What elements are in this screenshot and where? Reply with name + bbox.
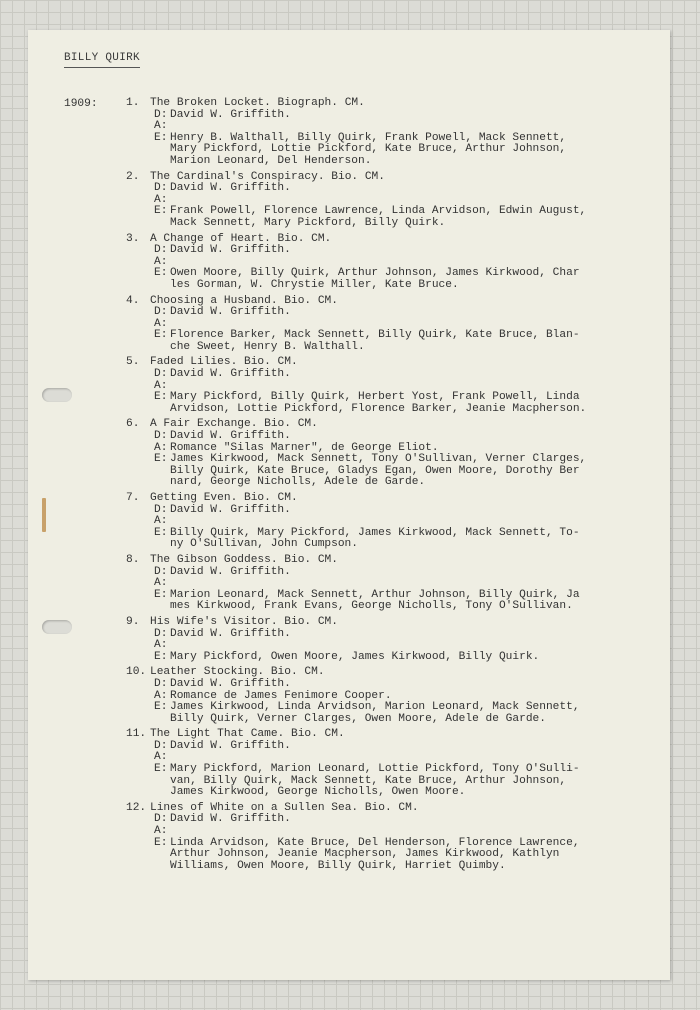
film-number: 7. [126, 492, 140, 504]
cast-line [154, 528, 664, 551]
cast-value: Mary Pickford, Owen Moore, James Kirkwood, Billy Quirk. [170, 650, 540, 663]
director-line [154, 567, 664, 579]
director-line [154, 679, 664, 691]
cast-value: Linda Arvidson, Kate Bruce, Del Henderson, Florence Lawrence, Arthur Johnson, Jeanie Macpherson, James Kirkwood, Kathlyn Williams, Owen Moore, Billy Quirk, Harriet Quimby. [170, 836, 580, 872]
film-title: His Wife's Visitor. Bio. CM. [150, 615, 338, 628]
source-label: A: [154, 255, 168, 268]
director-value: David W. Griffith. [170, 627, 291, 640]
director-line [154, 431, 664, 443]
cast-value: Billy Quirk, Mary Pickford, James Kirkwood, Mack Sennett, To- ny O'Sullivan, John Cumpson. [170, 526, 580, 551]
cast-label: E: [154, 205, 168, 218]
cast-line [154, 268, 664, 291]
director-line [154, 110, 664, 122]
director-label: D: [154, 565, 168, 578]
cast-line [154, 206, 664, 229]
source-line [154, 826, 664, 838]
film-title: Faded Lilies. Bio. CM. [150, 356, 298, 369]
film-title: A Change of Heart. Bio. CM. [150, 232, 332, 245]
director-label: D: [154, 430, 168, 443]
film-entry [64, 667, 664, 725]
film-title-line [126, 98, 664, 110]
source-label: A: [154, 515, 168, 528]
film-number: 3. [126, 232, 140, 245]
director-label: D: [154, 739, 168, 752]
film-title: The Light That Came. Bio. CM. [150, 728, 345, 741]
source-label: A: [154, 120, 168, 133]
cast-label: E: [154, 267, 168, 280]
cast-value: Mary Pickford, Marion Leonard, Lottie Pickford, Tony O'Sulli- van, Billy Quirk, Mack Sennett, Kate Bruce, Arthur Johnson, James Kirkwood, George Nicholls, Owen Moore. [170, 763, 580, 799]
source-line [154, 640, 664, 652]
director-label: D: [154, 813, 168, 826]
director-line [154, 505, 664, 517]
film-number: 12. [126, 801, 147, 814]
source-label: A: [154, 825, 168, 838]
film-title: Getting Even. Bio. CM. [150, 492, 298, 504]
source-label: A: [154, 577, 168, 590]
cast-value: Owen Moore, Billy Quirk, Arthur Johnson, James Kirkwood, Char les Gorman, W. Chrystie Miller, Kate Bruce. [170, 267, 580, 291]
cast-label: E: [154, 391, 168, 404]
source-line [154, 578, 664, 590]
cast-value: Marion Leonard, Mack Sennett, Arthur Johnson, Billy Quirk, Ja mes Kirkwood, Frank Evans, George Nicholls, Tony O'Sullivan. [170, 588, 580, 613]
cast-label: E: [154, 453, 168, 466]
director-label: D: [154, 108, 168, 121]
director-value: David W. Griffith. [170, 368, 291, 381]
cast-value: Florence Barker, Mack Sennett, Billy Quirk, Kate Bruce, Blan- che Sweet, Henry B. Walthall. [170, 329, 580, 353]
source-label: A: [154, 379, 168, 392]
film-title-line [126, 555, 664, 567]
cast-label: E: [154, 588, 168, 601]
source-value [170, 578, 664, 590]
page-heading: BILLY QUIRK [64, 52, 140, 68]
director-value: David W. Griffith. [170, 108, 291, 121]
film-entry [64, 617, 664, 663]
cast-line [154, 133, 664, 168]
director-label: D: [154, 503, 168, 516]
director-line [154, 814, 664, 826]
cast-label: E: [154, 329, 168, 342]
film-number: 1. [126, 97, 140, 109]
film-title: Lines of White on a Sullen Sea. Bio. CM. [150, 801, 419, 814]
film-entry [64, 172, 664, 230]
film-entry [64, 234, 664, 292]
film-entry [64, 493, 664, 551]
director-line [154, 245, 664, 257]
film-entry [64, 729, 664, 799]
source-value: Romance de James Fenimore Cooper. [170, 689, 392, 702]
cast-line [154, 590, 664, 613]
film-number: 6. [126, 418, 140, 431]
film-number: 5. [126, 356, 140, 369]
film-entry [64, 555, 664, 613]
cast-label: E: [154, 836, 168, 849]
year-label: 1909: [64, 98, 98, 110]
director-label: D: [154, 182, 168, 195]
source-label: A: [154, 441, 168, 454]
film-number: 10. [126, 666, 147, 679]
cast-label: E: [154, 131, 168, 144]
director-value: David W. Griffith. [170, 739, 291, 752]
source-label: A: [154, 193, 168, 206]
source-label: A: [154, 689, 168, 702]
director-line [154, 183, 664, 195]
director-value: David W. Griffith. [170, 430, 291, 443]
film-number: 8. [126, 553, 140, 566]
director-value: David W. Griffith. [170, 306, 291, 319]
film-title: Choosing a Husband. Bio. CM. [150, 294, 338, 307]
director-line [154, 629, 664, 641]
film-number: 9. [126, 615, 140, 628]
director-value: David W. Griffith. [170, 565, 291, 578]
cast-line [154, 838, 664, 873]
cast-line [154, 330, 664, 353]
director-value: David W. Griffith. [170, 244, 291, 257]
source-label: A: [154, 639, 168, 652]
film-title: The Gibson Goddess. Bio. CM. [150, 553, 338, 566]
director-label: D: [154, 677, 168, 690]
film-entry [64, 357, 664, 415]
film-number: 11. [126, 728, 147, 741]
cast-value: James Kirkwood, Linda Arvidson, Marion Leonard, Mack Sennett, Billy Quirk, Verner Clarges, Owen Moore, Adele de Garde. [170, 701, 580, 725]
cast-line [154, 454, 664, 489]
cast-label: E: [154, 701, 168, 714]
film-entry [64, 98, 664, 168]
source-label: A: [154, 751, 168, 764]
cast-value: James Kirkwood, Mack Sennett, Tony O'Sullivan, Verner Clarges, Billy Quirk, Kate Bruce, Gladys Egan, Owen Moore, Dorothy Ber nard, George Nicholls, Adele de Garde. [170, 453, 587, 489]
cast-value: Mary Pickford, Billy Quirk, Herbert Yost, Frank Powell, Linda Arvidson, Lottie Pickford, Florence Barker, Jeanie Macpherson. [170, 391, 587, 415]
director-label: D: [154, 306, 168, 319]
cast-value: Frank Powell, Florence Lawrence, Linda Arvidson, Edwin August, Mack Sennett, Mary Pickford, Billy Quirk. [170, 205, 587, 229]
film-entry [64, 803, 664, 873]
film-title-line [126, 617, 664, 629]
cast-line [154, 702, 664, 725]
source-value [170, 640, 664, 652]
film-title-line [126, 493, 664, 505]
cast-line [154, 764, 664, 799]
filmography-list [64, 98, 664, 876]
director-label: D: [154, 244, 168, 257]
cast-line [154, 392, 664, 415]
cast-value: Henry B. Walthall, Billy Quirk, Frank Powell, Mack Sennett, Mary Pickford, Lottie Pickford, Kate Bruce, Arthur Johnson, Marion Leonard, Del Henderson. [170, 131, 567, 167]
typed-page [28, 30, 670, 980]
source-value [170, 826, 664, 838]
director-value: David W. Griffith. [170, 677, 291, 690]
film-entry [64, 296, 664, 354]
director-line [154, 741, 664, 753]
director-value: David W. Griffith. [170, 503, 291, 516]
cast-line [154, 652, 664, 664]
cast-label: E: [154, 650, 168, 663]
film-title: Leather Stocking. Bio. CM. [150, 666, 325, 679]
film-number: 4. [126, 294, 140, 307]
film-entry [64, 419, 664, 489]
director-line [154, 307, 664, 319]
film-number: 2. [126, 170, 140, 183]
director-value: David W. Griffith. [170, 182, 291, 195]
film-title: The Broken Locket. Biograph. CM. [150, 97, 365, 109]
cast-label: E: [154, 763, 168, 776]
cast-label: E: [154, 526, 168, 539]
source-label: A: [154, 317, 168, 330]
director-label: D: [154, 368, 168, 381]
film-title: The Cardinal's Conspiracy. Bio. CM. [150, 170, 385, 183]
director-value: David W. Griffith. [170, 813, 291, 826]
source-value: Romance "Silas Marner", de George Eliot. [170, 441, 439, 454]
director-line [154, 369, 664, 381]
director-label: D: [154, 627, 168, 640]
film-title: A Fair Exchange. Bio. CM. [150, 418, 318, 431]
staple-mark [42, 498, 46, 532]
